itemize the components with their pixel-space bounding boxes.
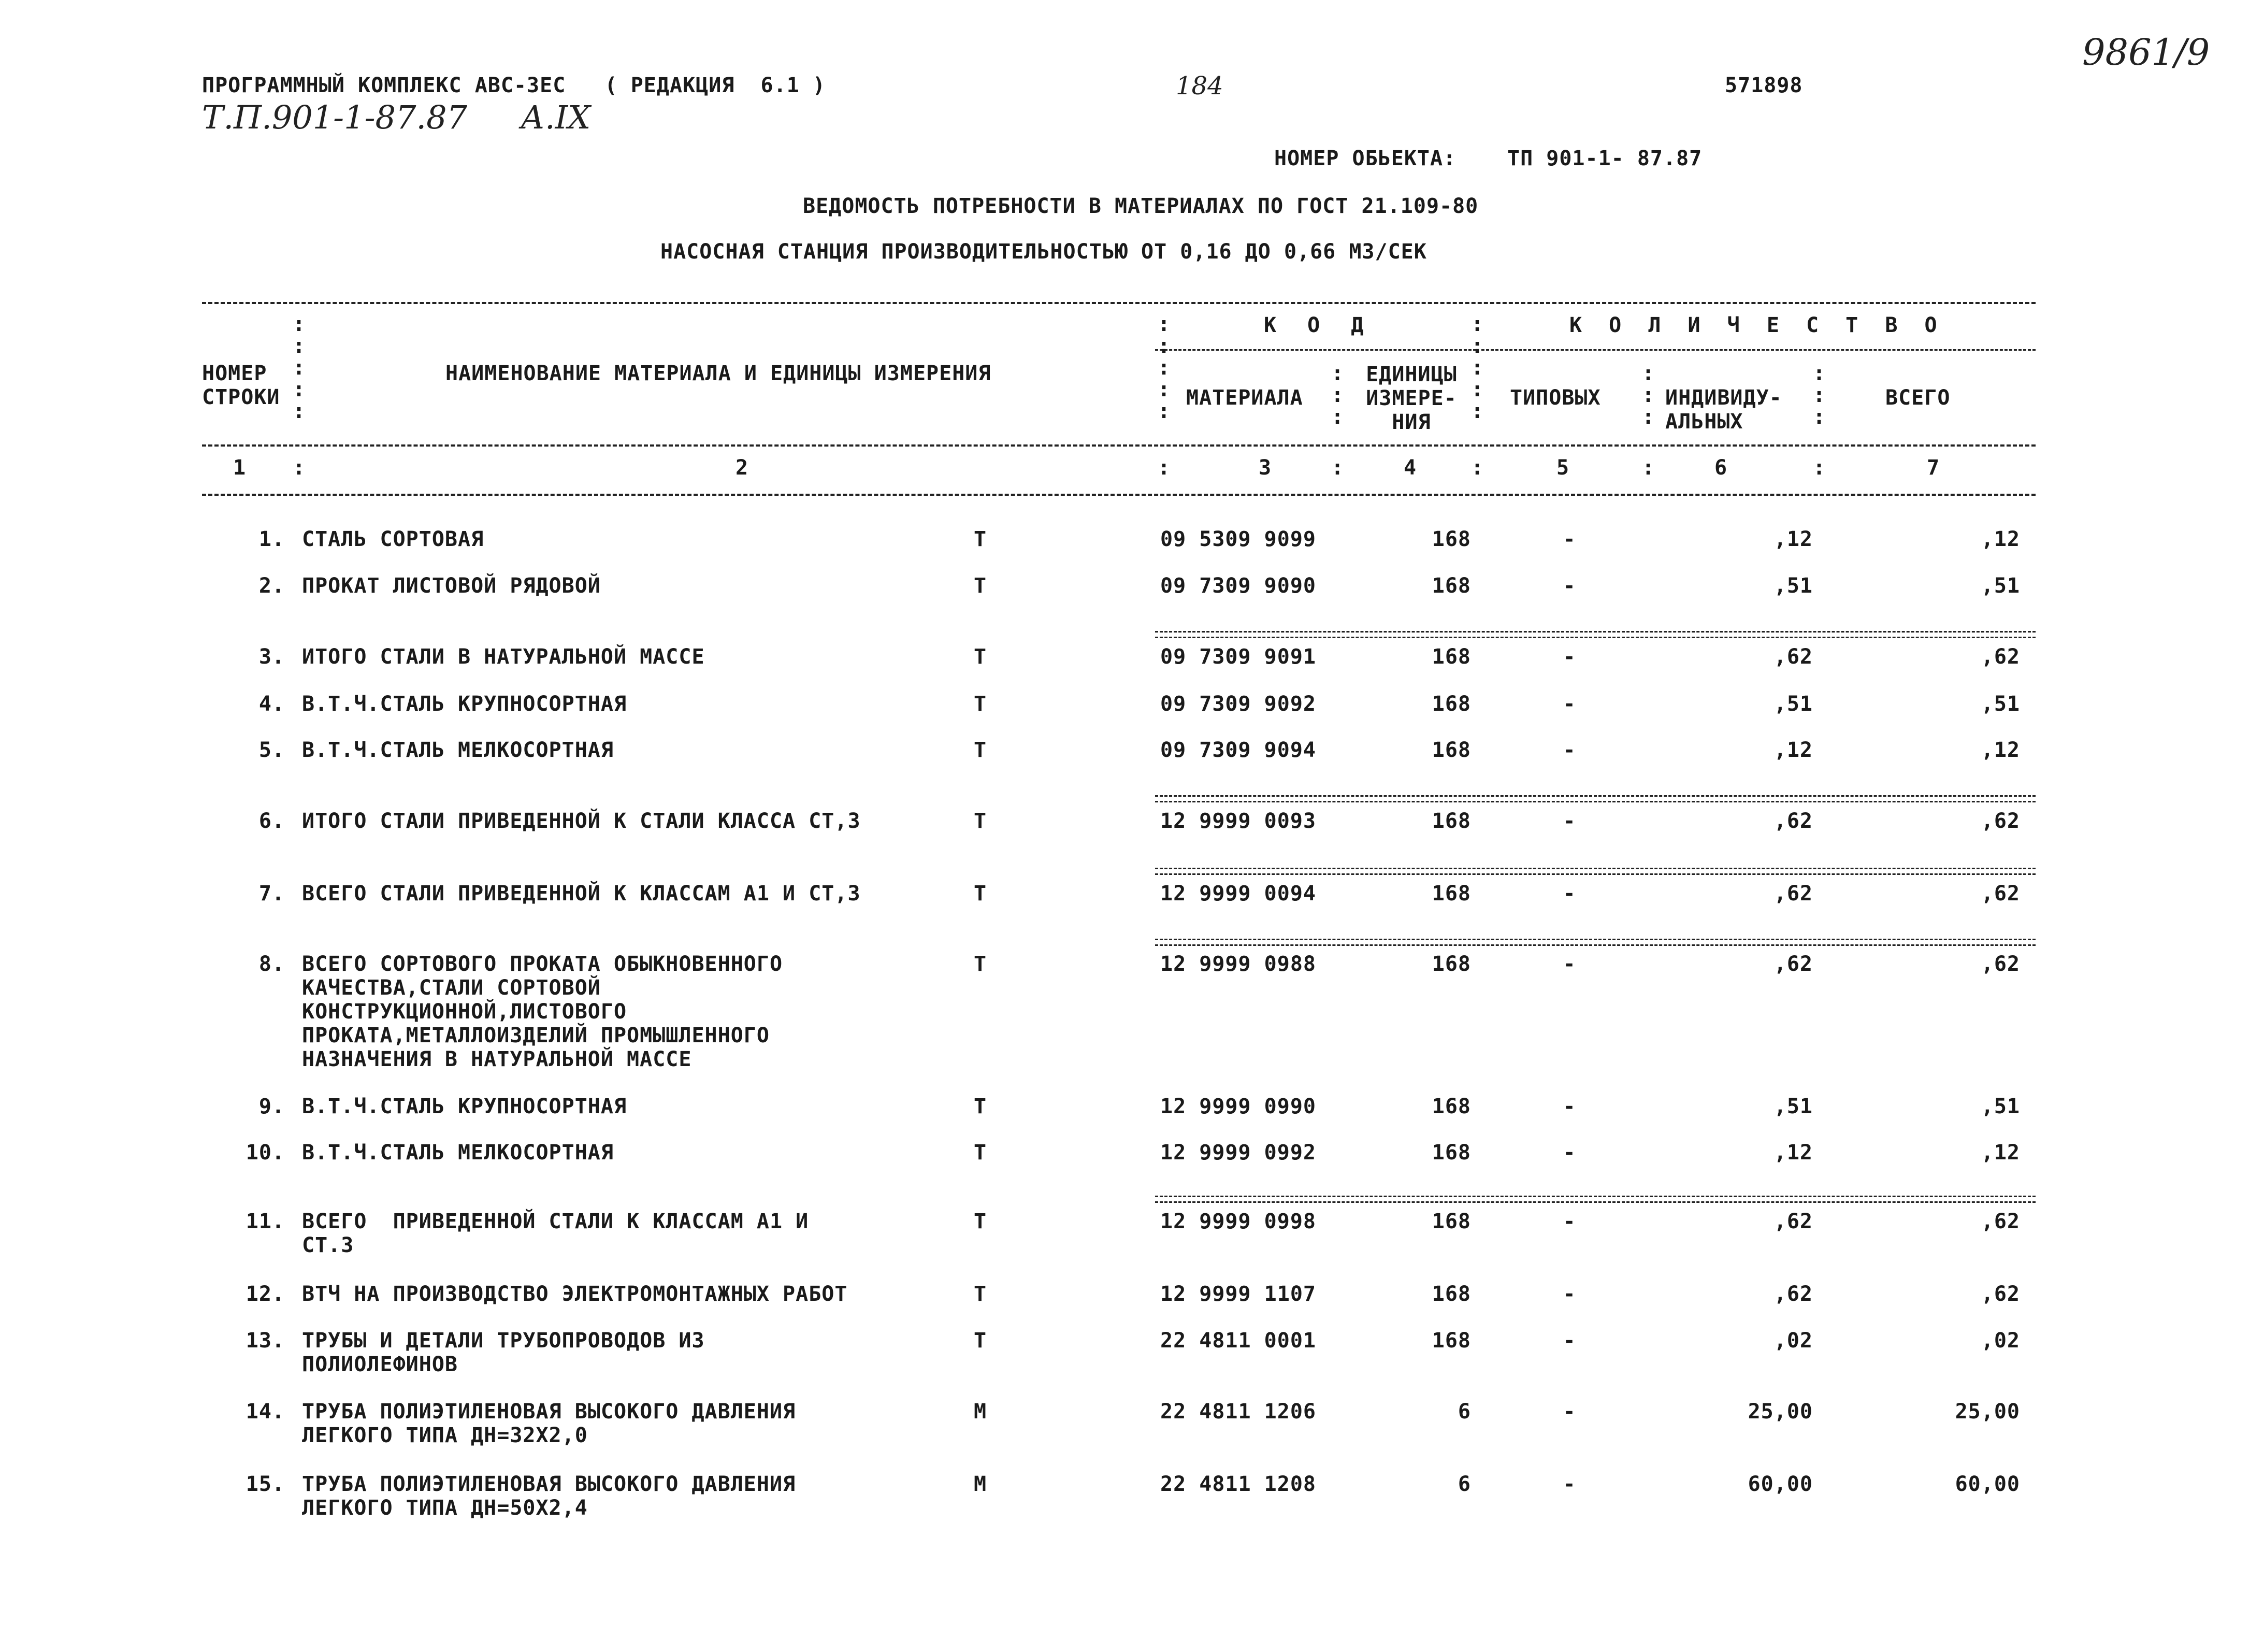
cell-no: 3. (258, 645, 285, 669)
cell-unit: Т (974, 527, 987, 551)
cell-total: 25,00 (1955, 1400, 2020, 1424)
cell-unit: Т (974, 692, 987, 716)
cell-total: 60,00 (1955, 1472, 2020, 1496)
cell-code: 22 4811 0001 (1160, 1329, 1316, 1353)
cell-name: В.Т.Ч.СТАЛЬ МЕЛКОСОРТНАЯ (302, 1141, 614, 1165)
cell-code: 12 9999 0094 (1160, 882, 1316, 906)
cell-code: 09 7309 9094 (1160, 738, 1316, 762)
cell-no: 11. (246, 1210, 285, 1233)
cell-code: 09 7309 9091 (1160, 645, 1316, 669)
cell-ucode: 168 (1432, 952, 1471, 976)
cell-ind: ,51 (1773, 574, 1813, 598)
cell-total: ,62 (1981, 809, 2020, 833)
col-row-no-header: НОМЕР СТРОКИ (202, 362, 280, 409)
cell-name: ТРУБЫ И ДЕТАЛИ ТРУБОПРОВОДОВ ИЗ ПОЛИОЛЕФИНОВ (302, 1329, 705, 1376)
cell-ucode: 168 (1432, 738, 1471, 762)
cell-total: ,62 (1981, 882, 2020, 906)
cell-no: 10. (246, 1141, 285, 1165)
cell-total: ,12 (1981, 1141, 2020, 1165)
cell-typ: - (1563, 809, 1576, 833)
cell-typ: - (1563, 527, 1576, 551)
cell-code: 09 7309 9092 (1160, 692, 1316, 716)
cell-name: ТРУБА ПОЛИЭТИЛЕНОВАЯ ВЫСОКОГО ДАВЛЕНИЯ ЛЕГКОГО ТИПА ДН=32Х2,0 (302, 1400, 796, 1447)
code-group-rule (1155, 349, 1476, 351)
cell-ind: 60,00 (1748, 1472, 1813, 1496)
cell-typ: - (1563, 1141, 1576, 1165)
cell-total: ,02 (1981, 1329, 2020, 1353)
cell-typ: - (1563, 692, 1576, 716)
cell-typ: - (1563, 882, 1576, 906)
cell-code: 12 9999 0990 (1160, 1095, 1316, 1118)
cell-typ: - (1563, 1095, 1576, 1118)
cell-ucode: 168 (1432, 1210, 1471, 1233)
cell-unit: Т (974, 882, 987, 906)
cell-typ: - (1563, 1210, 1576, 1233)
cell-ind: ,62 (1773, 1282, 1813, 1306)
cell-unit: Т (974, 952, 987, 976)
cell-ind: ,62 (1773, 645, 1813, 669)
cell-ind: ,12 (1773, 527, 1813, 551)
object-value: ТП 901-1- 87.87 (1507, 147, 1703, 170)
separator: : : : (1813, 362, 1826, 429)
cell-total: ,62 (1981, 645, 2020, 669)
cell-no: 8. (258, 952, 285, 976)
cell-code: 09 5309 9099 (1160, 527, 1316, 551)
cell-name: ВСЕГО ПРИВЕДЕННОЙ СТАЛИ К КЛАССАМ А1 И СТ.3 (302, 1210, 809, 1257)
cell-no: 2. (258, 574, 285, 598)
total-separator (1155, 868, 2036, 875)
cell-unit: Т (974, 574, 987, 598)
cell-ucode: 6 (1458, 1472, 1471, 1496)
cell-total: ,12 (1981, 738, 2020, 762)
total-separator (1155, 1196, 2036, 1203)
cell-no: 9. (258, 1095, 285, 1118)
cell-code: 12 9999 1107 (1160, 1282, 1316, 1306)
cell-ucode: 168 (1432, 809, 1471, 833)
col-number-2: 2 (736, 456, 749, 480)
separator: : (1158, 456, 1171, 480)
cell-name: В.Т.Ч.СТАЛЬ МЕЛКОСОРТНАЯ (302, 738, 614, 762)
col-unit-code-header: ЕДИНИЦЫ ИЗМЕРЕ- НИЯ (1366, 363, 1457, 434)
cell-ind: ,51 (1773, 1095, 1813, 1118)
cell-ucode: 168 (1432, 1282, 1471, 1306)
cell-ucode: 168 (1432, 1329, 1471, 1353)
col-number-5: 5 (1556, 456, 1570, 480)
doc-number: 571898 (1725, 74, 1803, 97)
cell-name: ПРОКАТ ЛИСТОВОЙ РЯДОВОЙ (302, 574, 601, 598)
cell-typ: - (1563, 645, 1576, 669)
cell-typ: - (1563, 738, 1576, 762)
cell-total: ,62 (1981, 1282, 2020, 1306)
col-number-4: 4 (1404, 456, 1417, 480)
cell-name: В.Т.Ч.СТАЛЬ КРУПНОСОРТНАЯ (302, 692, 627, 716)
cell-ucode: 168 (1432, 1141, 1471, 1165)
cell-ind: ,62 (1773, 1210, 1813, 1233)
cell-typ: - (1563, 952, 1576, 976)
cell-total: ,62 (1981, 952, 2020, 976)
cell-name: СТАЛЬ СОРТОВАЯ (302, 527, 484, 551)
cell-ind: 25,00 (1748, 1400, 1813, 1424)
separator: : : : : : (1158, 312, 1171, 423)
cell-unit: Т (974, 645, 987, 669)
cell-total: ,62 (1981, 1210, 2020, 1233)
cell-ucode: 168 (1432, 574, 1471, 598)
cell-total: ,51 (1981, 574, 2020, 598)
col-material-header: МАТЕРИАЛА (1186, 386, 1303, 410)
cell-ind: ,62 (1773, 809, 1813, 833)
cell-name: В.Т.Ч.СТАЛЬ КРУПНОСОРТНАЯ (302, 1095, 627, 1118)
col-individual-header: ИНДИВИДУ- АЛЬНЫХ (1665, 386, 1782, 434)
cell-no: 12. (246, 1282, 285, 1306)
separator: : : : (1642, 362, 1655, 429)
header-rule (202, 444, 2036, 447)
cell-total: ,12 (1981, 527, 2020, 551)
col-number-1: 1 (233, 456, 247, 480)
table-top-rule (202, 302, 2036, 304)
group-code-header: К О Д (1264, 313, 1373, 337)
cell-unit: Т (974, 1329, 987, 1353)
cell-name: ИТОГО СТАЛИ В НАТУРАЛЬНОЙ МАССЕ (302, 645, 705, 669)
col-typical-header: ТИПОВЫХ (1510, 386, 1601, 410)
cell-unit: Т (974, 1210, 987, 1233)
cell-code: 12 9999 0988 (1160, 952, 1316, 976)
cell-ucode: 168 (1432, 645, 1471, 669)
cell-total: ,51 (1981, 692, 2020, 716)
cell-code: 12 9999 0093 (1160, 809, 1316, 833)
cell-ind: ,12 (1773, 738, 1813, 762)
cell-unit: Т (974, 1141, 987, 1165)
col-name-header: НАИМЕНОВАНИЕ МАТЕРИАЛА И ЕДИНИЦЫ ИЗМЕРЕНИЯ (445, 362, 991, 385)
cell-ucode: 168 (1432, 882, 1471, 906)
cell-unit: Т (974, 738, 987, 762)
col-number-6: 6 (1714, 456, 1728, 480)
cell-no: 14. (246, 1400, 285, 1424)
cell-unit: М (974, 1400, 987, 1424)
project-code: Т.П.901-1-87.87 (202, 98, 468, 136)
cell-name: ВСЕГО СОРТОВОГО ПРОКАТА ОБЫКНОВЕННОГО КАЧЕСТВА,СТАЛИ СОРТОВОЙ КОНСТРУКЦИОННОЙ,ЛИСТОВОГО ПРОКАТА,МЕТАЛЛОИЗДЕЛИЙ ПРОМЫШЛЕННОГО НАЗНАЧЕНИЯ В НАТУРАЛЬНОЙ МАССЕ (302, 952, 783, 1071)
total-separator (1155, 939, 2036, 946)
cell-no: 15. (246, 1472, 285, 1496)
cell-ind: ,62 (1773, 952, 1813, 976)
cell-typ: - (1563, 1282, 1576, 1306)
cell-ucode: 6 (1458, 1400, 1471, 1424)
cell-code: 12 9999 0992 (1160, 1141, 1316, 1165)
total-separator (1155, 631, 2036, 638)
sheet-mark: 9861/9 (2082, 31, 2210, 74)
cell-code: 09 7309 9090 (1160, 574, 1316, 598)
cell-name: ИТОГО СТАЛИ ПРИВЕДЕННОЙ К СТАЛИ КЛАССА СТ,3 (302, 809, 861, 833)
cell-no: 5. (258, 738, 285, 762)
qty-group-rule (1481, 349, 2036, 351)
cell-no: 7. (258, 882, 285, 906)
object-label: НОМЕР ОБЬЕКТА: (1274, 147, 1457, 170)
col-number-7: 7 (1927, 456, 1940, 480)
cell-typ: - (1563, 574, 1576, 598)
cell-unit: Т (974, 809, 987, 833)
cell-name: ТРУБА ПОЛИЭТИЛЕНОВАЯ ВЫСОКОГО ДАВЛЕНИЯ ЛЕГКОГО ТИПА ДН=50Х2,4 (302, 1472, 796, 1520)
cell-name: ВТЧ НА ПРОИЗВОДСТВО ЭЛЕКТРОМОНТАЖНЫХ РАБОТ (302, 1282, 848, 1306)
separator: : : : : : (1471, 312, 1484, 423)
total-separator (1155, 795, 2036, 802)
document-title: ВЕДОМОСТЬ ПОТРЕБНОСТИ В МАТЕРИАЛАХ ПО ГОСТ 21.109-80 (803, 194, 1479, 218)
cell-ind: ,12 (1773, 1141, 1813, 1165)
document-subtitle: НАСОСНАЯ СТАНЦИЯ ПРОИЗВОДИТЕЛЬНОСТЬЮ ОТ 0,16 ДО 0,66 М3/СЕК (660, 240, 1427, 264)
column-numbers-rule (202, 494, 2036, 496)
col-number-3: 3 (1259, 456, 1272, 480)
cell-ind: ,02 (1773, 1329, 1813, 1353)
cell-no: 6. (258, 809, 285, 833)
separator: : (1642, 456, 1655, 480)
cell-ucode: 168 (1432, 692, 1471, 716)
cell-code: 22 4811 1208 (1160, 1472, 1316, 1496)
cell-typ: - (1563, 1329, 1576, 1353)
cell-unit: Т (974, 1095, 987, 1118)
program-line: ПРОГРАММНЫЙ КОМПЛЕКС АВС-3ЕС ( РЕДАКЦИЯ 6.1 ) (202, 74, 826, 97)
col-total-header: ВСЕГО (1885, 386, 1951, 410)
cell-unit: Т (974, 1282, 987, 1306)
group-qty-header: К О Л И Ч Е С Т В О (1569, 313, 1944, 337)
separator: : : : : : (293, 312, 306, 423)
cell-ucode: 168 (1432, 527, 1471, 551)
page-number: 184 (1176, 71, 1223, 100)
separator: : (293, 456, 306, 480)
separator: : : : (1331, 362, 1344, 429)
cell-unit: М (974, 1472, 987, 1496)
cell-code: 22 4811 1206 (1160, 1400, 1316, 1424)
cell-ind: ,62 (1773, 882, 1813, 906)
cell-no: 4. (258, 692, 285, 716)
cell-ind: ,51 (1773, 692, 1813, 716)
cell-no: 1. (258, 527, 285, 551)
cell-typ: - (1563, 1400, 1576, 1424)
cell-total: ,51 (1981, 1095, 2020, 1118)
album-mark: А.IX (521, 98, 591, 136)
separator: : (1813, 456, 1826, 480)
cell-typ: - (1563, 1472, 1576, 1496)
separator: : (1331, 456, 1344, 480)
cell-no: 13. (246, 1329, 285, 1353)
cell-code: 12 9999 0998 (1160, 1210, 1316, 1233)
cell-name: ВСЕГО СТАЛИ ПРИВЕДЕННОЙ К КЛАССАМ А1 И СТ,3 (302, 882, 861, 906)
cell-ucode: 168 (1432, 1095, 1471, 1118)
separator: : (1471, 456, 1484, 480)
